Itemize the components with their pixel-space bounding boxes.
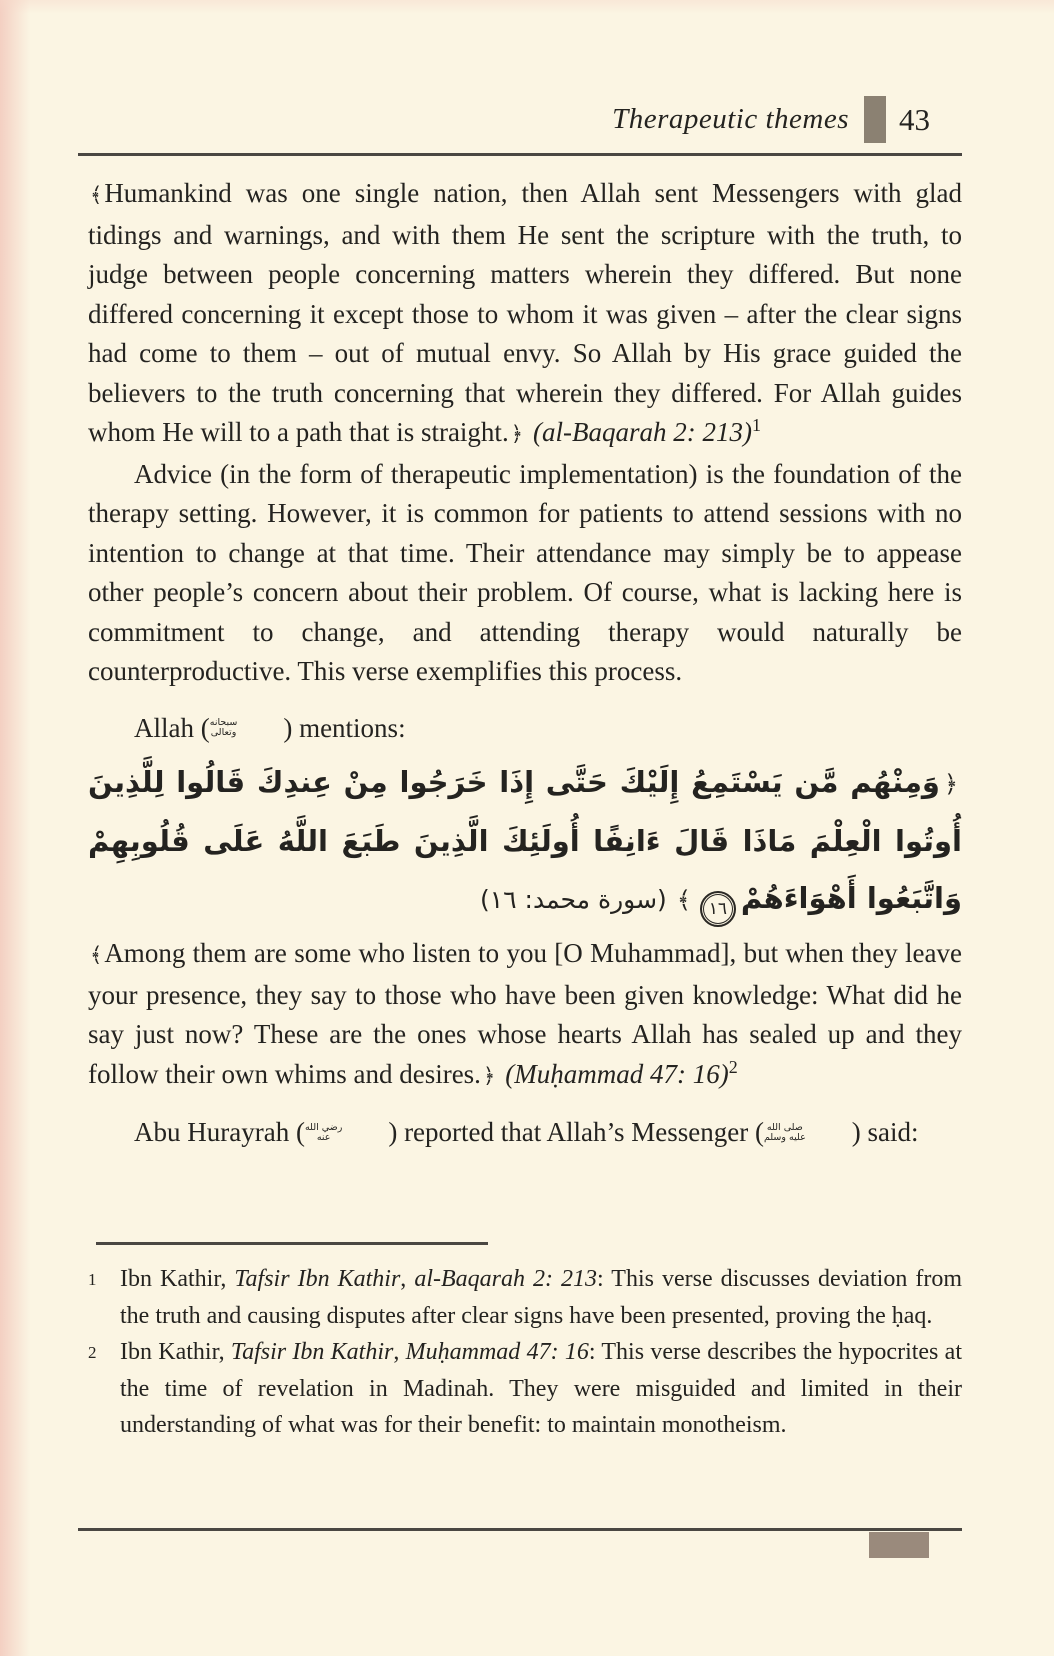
footnote-body-text: : This verse describes the hypocrites at the time of revelation in Madinah. They were misguided and limited in their understanding of what was for their benefit: to maintain monotheism. — [120, 1339, 963, 1438]
footnote-separator — [96, 1242, 488, 1245]
quote-text: Humankind was one single nation, then Allah sent Messengers with glad tidings and warnings, and with them He sent the scripture with the truth, to judge between people concerning matters wherein they differed. But none differed concerning it except those to whom it was given – after the clear signs had come to them – out of mutual envy. So Allah by His grace guided the believers to the truth concerning that wherein they differed. For Allah guides whom He will to a path that is straight. — [88, 178, 962, 447]
footnote-area — [88, 1242, 962, 1444]
scan-edge-tint-top — [0, 0, 1054, 14]
footnote-text — [120, 1261, 962, 1334]
bottom-corner-mark — [869, 1532, 929, 1558]
hadith-part2: ) reported that Allah’s Messenger ( — [388, 1117, 764, 1147]
advice-paragraph: Advice (in the form of therapeutic implementation) is the foundation of the therapy setting. However, it is common for patients to attend sessions with no intention to change at that time. Their attendance may simply be to appease other people’s concern about their problem. Of course, what is lacking here is commitment to change, and attending therapy would naturally be counterproductive. This verse exemplifies this process. — [88, 458, 962, 686]
quran-translation-muhammad — [88, 934, 962, 1096]
footnote-ref-1: 1 — [751, 415, 761, 435]
subhanahu-wa-taala-symbol — [210, 712, 284, 744]
honorific-bottom: عنه — [316, 1131, 331, 1143]
verse-close-ornament: ﴾ — [676, 886, 691, 914]
footnote-1 — [88, 1261, 962, 1334]
footnote-author: Ibn Kathir, — [120, 1266, 235, 1292]
footnote-work-title: Tafsir Ibn Kathir — [230, 1339, 394, 1365]
arabic-verse-citation: (سورة محمد: ١٦) — [479, 885, 667, 914]
arabic-verse — [88, 754, 962, 929]
footnote-text — [120, 1334, 962, 1444]
quote-open-ornament: ﴾ — [90, 943, 103, 967]
radiallahu-anhu-symbol — [305, 1117, 388, 1149]
quote-close-ornament: ﴿ — [510, 422, 524, 446]
footer-rule — [78, 1528, 962, 1531]
quote-citation: (Muḥammad 47: 16) — [505, 1058, 729, 1089]
mentions-line — [88, 709, 962, 749]
running-head-title: Therapeutic themes — [612, 103, 849, 135]
footnote-reference: al-Baqarah 2: 213 — [414, 1266, 598, 1292]
quote-open-ornament: ﴾ — [90, 183, 103, 207]
mentions-suffix: ) mentions: — [283, 712, 406, 743]
quote-close-ornament: ﴿ — [482, 1063, 496, 1088]
page-number-badge — [864, 96, 886, 143]
footnote-ref-2: 2 — [728, 1056, 738, 1077]
hadith-intro-line — [88, 1113, 962, 1153]
hadith-part3: ) said: — [851, 1117, 919, 1147]
footnote-number: 1 — [88, 1270, 97, 1289]
footnote-number: 2 — [88, 1343, 97, 1362]
footnote-separator-text: , — [400, 1266, 415, 1292]
sallallahu-alayhi-wasallam-symbol — [764, 1117, 852, 1149]
main-text — [88, 174, 962, 1153]
honorific-top: سبحانه — [209, 717, 238, 729]
quran-translation-baqarah — [88, 174, 962, 455]
verse-open-ornament: ﴿ — [943, 770, 958, 798]
honorific-top: صلى الله — [766, 1121, 803, 1133]
footnote-work-title: Tafsir Ibn Kathir — [234, 1266, 401, 1292]
mentions-prefix: Allah ( — [134, 712, 210, 743]
footnote-list — [88, 1261, 962, 1444]
page-header — [88, 96, 930, 143]
footnote-separator-text: , — [393, 1339, 406, 1365]
quote-citation: (al-Baqarah 2: 213) — [533, 417, 752, 447]
scan-edge-tint — [0, 0, 30, 1656]
quote-text: Among them are some who listen to you [O Muhammad], but when they leave your presence, they say to those who have been given knowledge: What did he say just now? These are the ones whose hearts Allah has sealed up and they follow their own whims and desires. — [88, 938, 962, 1089]
honorific-top: رضي الله — [304, 1121, 343, 1133]
ayah-number-circle: ١٦ — [700, 891, 736, 927]
footnote-author: Ibn Kathir, — [120, 1339, 231, 1365]
page-number: 43 — [899, 101, 930, 137]
hadith-part1: Abu Hurayrah ( — [134, 1117, 305, 1147]
honorific-bottom: عليه وسلم — [763, 1131, 806, 1143]
footnote-body-text: : This verse discusses deviation from the truth and causing disputes after clear signs have been presented, proving the ḥaq. — [120, 1266, 963, 1329]
footnote-2 — [88, 1334, 962, 1444]
header-rule — [78, 153, 962, 156]
arabic-verse-text: وَمِنْهُم مَّن يَسْتَمِعُ إِلَيْكَ حَتَّى إِذَا خَرَجُوا مِنْ عِندِكَ قَالُوا لِلَّذِينَ أُوتُوا الْعِلْمَ مَاذَا قَالَ ءَانِفًا أُولَئِكَ الَّذِينَ طَبَعَ اللَّهُ عَلَى قُلُوبِهِمْ وَاتَّبَعُوا أَهْوَاءَهُمْ — [88, 765, 962, 915]
footnote-reference: Muḥammad 47: 16 — [405, 1339, 589, 1365]
honorific-bottom: وتعالى — [210, 727, 237, 739]
